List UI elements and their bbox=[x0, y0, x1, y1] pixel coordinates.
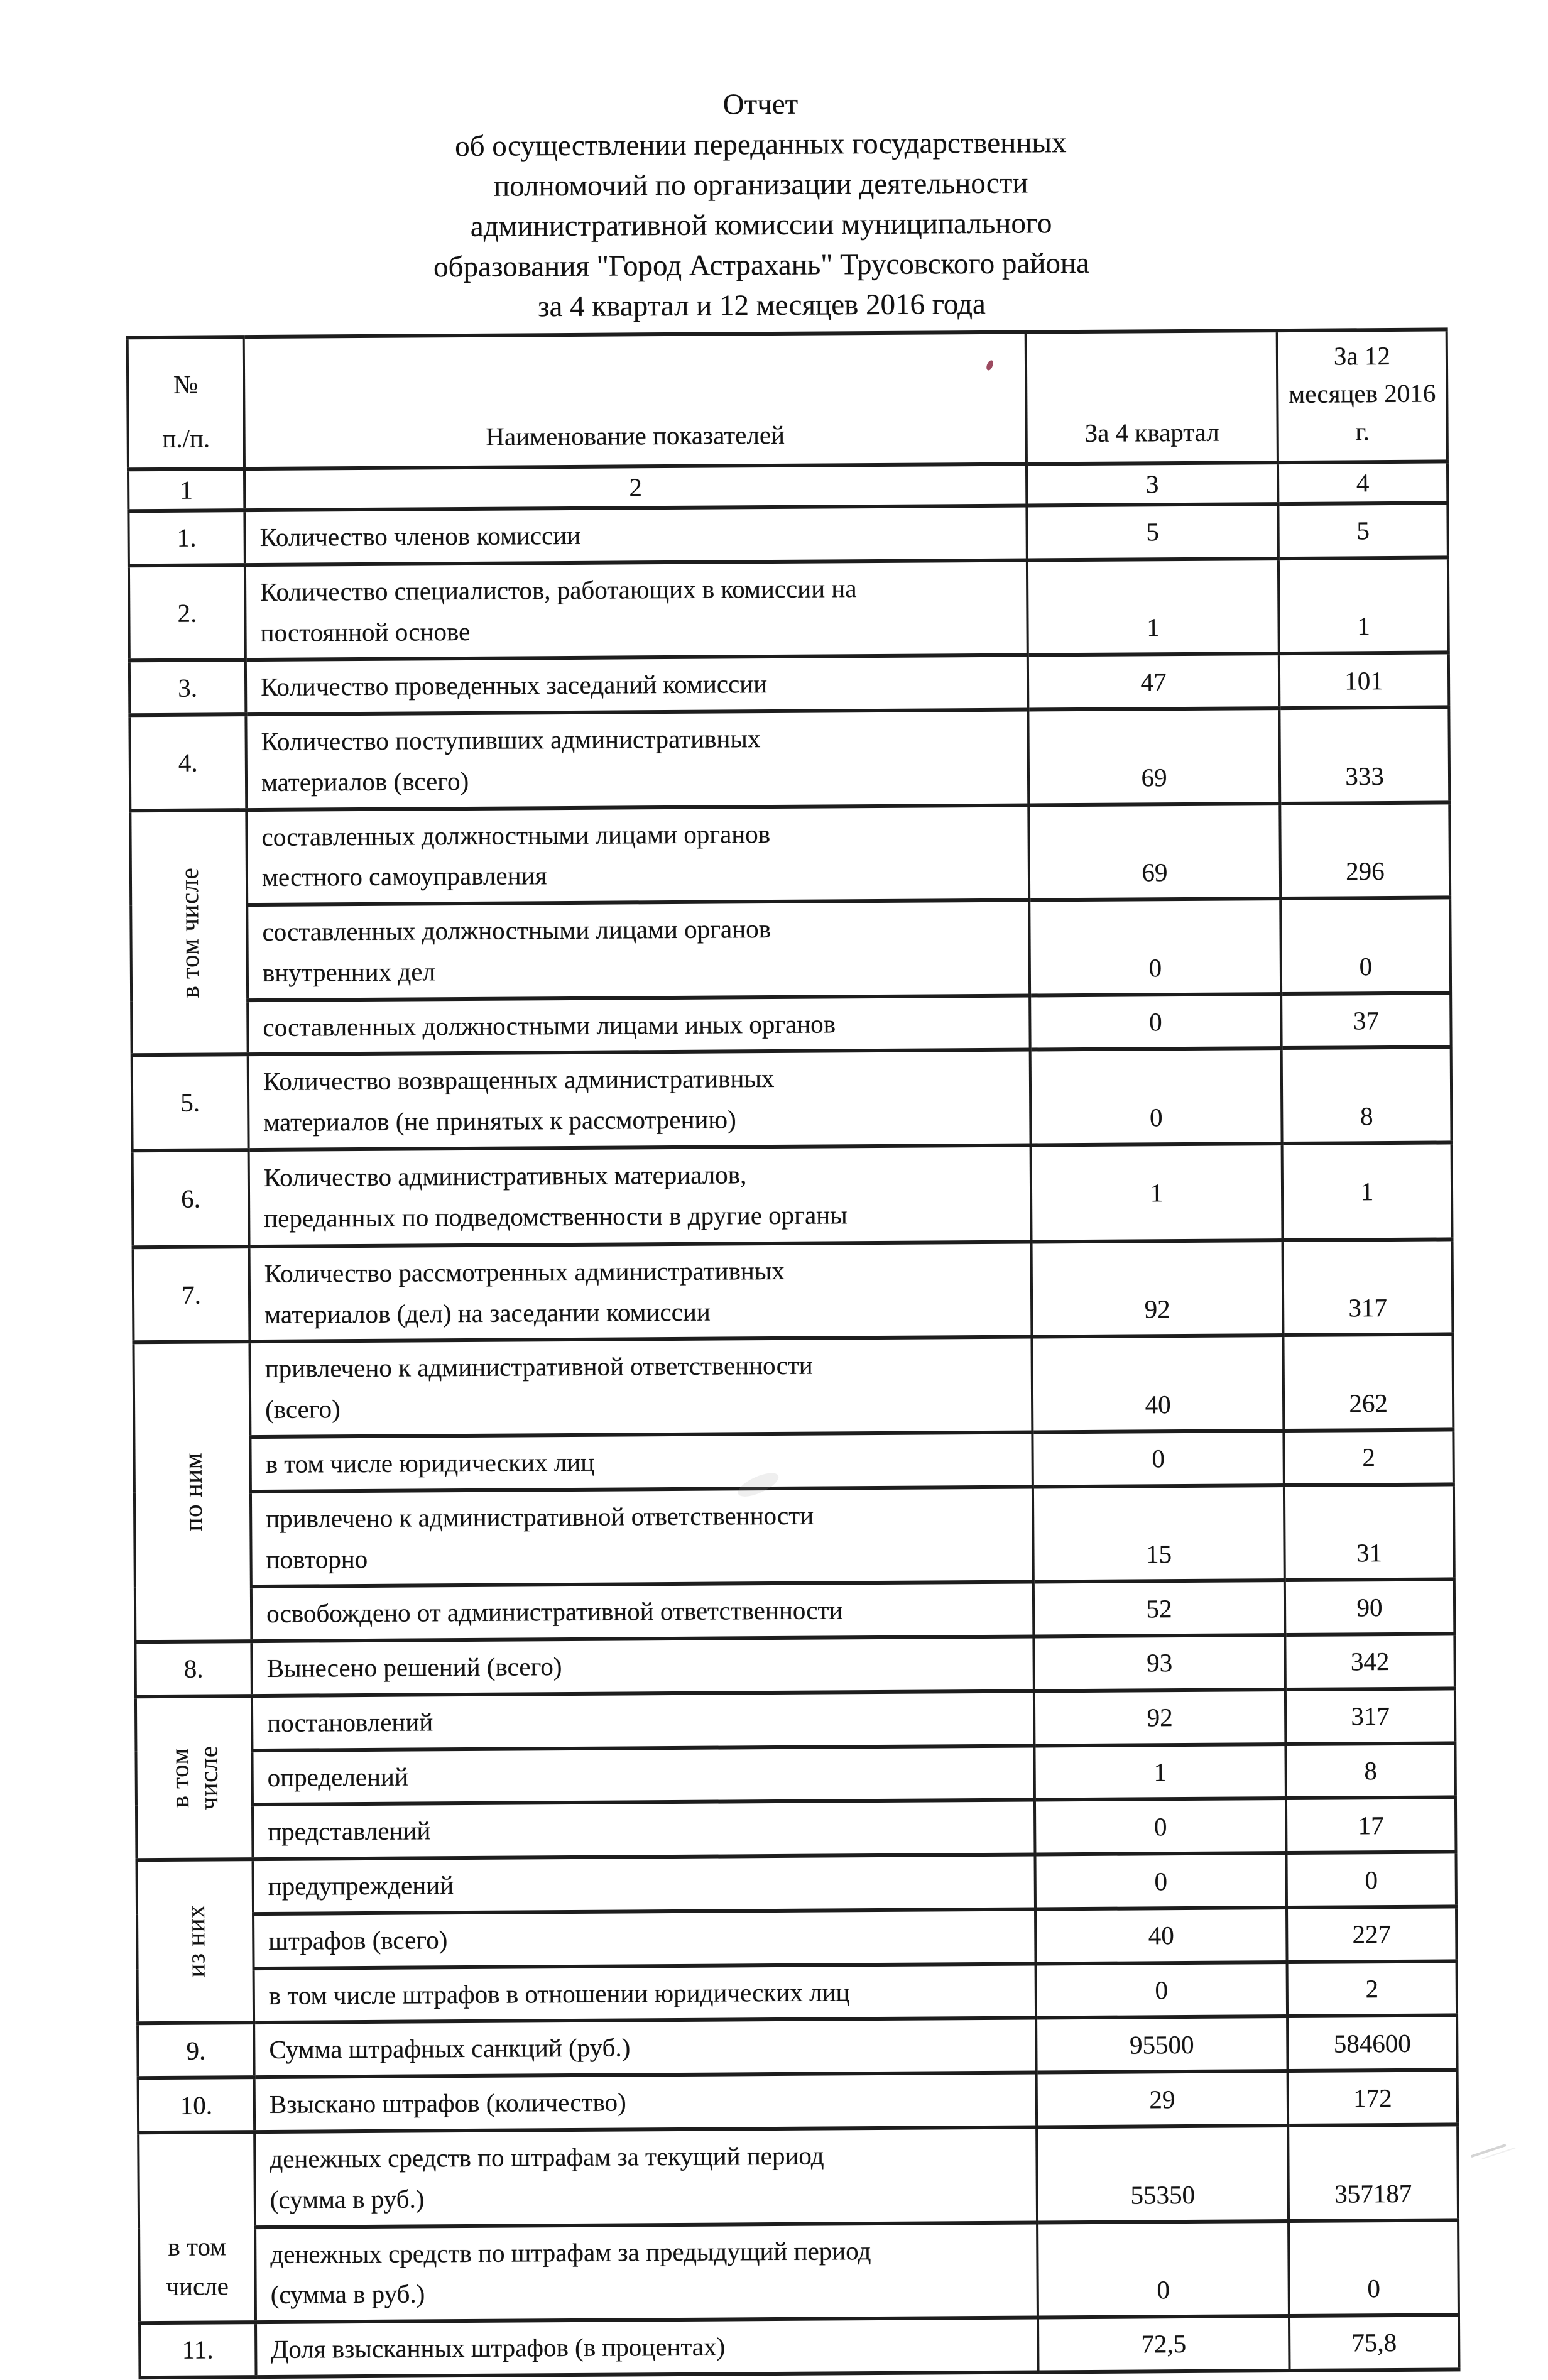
q4-value: 92 bbox=[1034, 1689, 1286, 1745]
row-number: 11. bbox=[139, 2322, 256, 2377]
y12-value: 37 bbox=[1281, 993, 1451, 1048]
q4-value: 69 bbox=[1028, 804, 1280, 900]
indicator-name: освобождено от административной ответственности bbox=[251, 1582, 1034, 1641]
group-label: в том числе bbox=[174, 867, 204, 998]
indicator-name: предупреждений bbox=[253, 1855, 1036, 1914]
y12-value: 8 bbox=[1282, 1047, 1452, 1144]
table-row bbox=[131, 898, 1451, 1001]
title-line: административной комиссии муниципального bbox=[470, 207, 1052, 243]
q4-value: 0 bbox=[1037, 2221, 1289, 2318]
group-cell-included-3 bbox=[138, 2132, 256, 2323]
y12-value: 1 bbox=[1282, 1142, 1453, 1240]
table-row bbox=[133, 1335, 1453, 1438]
table-row bbox=[133, 1142, 1453, 1247]
indicator-name: Количество поступивших административных материалов (всего) bbox=[246, 710, 1028, 810]
q4-value: 0 bbox=[1030, 994, 1282, 1050]
q4-value: 55350 bbox=[1037, 2126, 1289, 2222]
column-number: 4 bbox=[1278, 461, 1447, 504]
q4-value: 0 bbox=[1032, 1431, 1284, 1487]
title-line: об осуществлении переданных государственных bbox=[455, 126, 1067, 163]
group-label: в том bbox=[168, 2232, 227, 2261]
y12-value: 0 bbox=[1280, 898, 1451, 994]
indicator-name: Количество возвращенных административных материалов (не принятых к рассмотрению) bbox=[248, 1050, 1031, 1150]
table-row bbox=[137, 1906, 1456, 1969]
group-cell-included bbox=[130, 810, 248, 1056]
y12-value: 227 bbox=[1287, 1906, 1457, 1962]
y12-value: 0 bbox=[1286, 1852, 1456, 1908]
q4-value: 29 bbox=[1037, 2071, 1289, 2127]
row-number: 7. bbox=[133, 1247, 250, 1343]
indicator-name: составленных должностными лицами иных органов bbox=[248, 995, 1030, 1054]
header-number-sub: п./п. bbox=[162, 423, 210, 453]
header-cell-year: За 12 месяцев 2016 г. bbox=[1277, 329, 1447, 462]
row-number: 6. bbox=[133, 1150, 249, 1247]
y12-value: 101 bbox=[1279, 653, 1449, 708]
q4-value: 69 bbox=[1028, 708, 1280, 805]
y12-value: 0 bbox=[1289, 2220, 1459, 2316]
indicator-name: Сумма штрафных санкций (руб.) bbox=[254, 2018, 1037, 2077]
table-row bbox=[134, 1429, 1453, 1492]
group-cell-of-them bbox=[137, 1859, 254, 2023]
row-number: 10. bbox=[138, 2077, 255, 2132]
q4-value: 1 bbox=[1034, 1744, 1286, 1800]
indicator-name: определений bbox=[252, 1745, 1035, 1804]
indicator-name: денежных средств по штрафам за предыдущий период (сумма в руб.) bbox=[255, 2222, 1038, 2322]
row-number: 3. bbox=[129, 660, 246, 715]
q4-value: 5 bbox=[1027, 504, 1278, 560]
indicator-name: Количество рассмотренных административных материалов (дел) на заседании комиссии bbox=[249, 1242, 1032, 1341]
q4-value: 52 bbox=[1033, 1580, 1285, 1636]
header-number-sign: № bbox=[173, 369, 199, 399]
table-row bbox=[128, 503, 1447, 565]
title-line: полномочий по организации деятельности bbox=[493, 166, 1028, 203]
y12-value: 75,8 bbox=[1289, 2315, 1459, 2370]
table-row bbox=[138, 2070, 1458, 2133]
column-number: 3 bbox=[1027, 462, 1278, 505]
group-label: числе bbox=[166, 2271, 229, 2301]
table-row bbox=[139, 2220, 1459, 2323]
y12-value: 8 bbox=[1285, 1743, 1456, 1798]
report-table bbox=[126, 327, 1461, 2379]
q4-value: 0 bbox=[1030, 1048, 1282, 1145]
q4-value: 92 bbox=[1032, 1240, 1284, 1337]
table-row bbox=[136, 1688, 1455, 1751]
q4-value: 0 bbox=[1035, 1798, 1287, 1854]
q4-value: 93 bbox=[1033, 1635, 1285, 1691]
indicator-name: Вынесено решений (всего) bbox=[251, 1637, 1034, 1696]
indicator-name: денежных средств по штрафам за текущий период (сумма в руб.) bbox=[254, 2127, 1037, 2227]
table-row bbox=[137, 1852, 1456, 1915]
column-number: 2 bbox=[244, 464, 1027, 511]
q4-value: 0 bbox=[1035, 1853, 1287, 1909]
y12-value: 17 bbox=[1286, 1798, 1456, 1853]
group-cell-by-them bbox=[133, 1342, 251, 1642]
indicator-name: Доля взысканных штрафов (в процентах) bbox=[256, 2318, 1038, 2377]
y12-value: 317 bbox=[1283, 1239, 1453, 1335]
q4-value: 15 bbox=[1033, 1485, 1285, 1582]
document-title bbox=[0, 80, 1529, 330]
table-row bbox=[135, 1580, 1454, 1642]
table-row bbox=[129, 557, 1449, 660]
y12-value: 2 bbox=[1284, 1429, 1454, 1485]
indicator-name: представлений bbox=[253, 1800, 1035, 1859]
indicator-name: привлечено к административной ответственности (всего) bbox=[249, 1337, 1032, 1437]
table-row bbox=[132, 1047, 1452, 1150]
indicator-name: постановлений bbox=[252, 1691, 1035, 1750]
title-line: образования "Город Астрахань" Трусовского района bbox=[433, 246, 1090, 284]
header-row bbox=[128, 329, 1447, 469]
table-row bbox=[135, 1634, 1454, 1696]
q4-value: 1 bbox=[1031, 1144, 1283, 1242]
y12-value: 584600 bbox=[1287, 2016, 1458, 2071]
q4-value: 95500 bbox=[1036, 2016, 1288, 2072]
indicator-name: привлечено к административной ответственности повторно bbox=[251, 1487, 1033, 1586]
q4-value: 72,5 bbox=[1038, 2316, 1290, 2372]
y12-value: 90 bbox=[1285, 1580, 1455, 1635]
indicator-name: составленных должностными лицами органов местного самоуправления bbox=[246, 805, 1029, 905]
group-label: по ним bbox=[178, 1452, 207, 1532]
q4-value: 40 bbox=[1032, 1336, 1284, 1433]
header-cell-quarter: За 4 квартал bbox=[1026, 330, 1278, 464]
y12-value: 5 bbox=[1278, 503, 1448, 558]
table-row bbox=[130, 802, 1450, 905]
y12-value: 357187 bbox=[1288, 2124, 1458, 2220]
indicator-name: Количество проведенных заседаний комиссии bbox=[246, 655, 1028, 714]
header-cell-indicator: Наименование показателей bbox=[244, 332, 1027, 469]
q4-value: 1 bbox=[1027, 559, 1279, 655]
group-label: из них bbox=[180, 1904, 210, 1978]
row-number: 9. bbox=[138, 2023, 254, 2078]
row-number: 1. bbox=[128, 510, 245, 565]
scan-pencil-mark bbox=[1471, 2144, 1506, 2158]
q4-value: 0 bbox=[1029, 898, 1281, 995]
table-row bbox=[138, 1961, 1457, 2024]
y12-value: 333 bbox=[1279, 707, 1449, 803]
y12-value: 31 bbox=[1284, 1484, 1454, 1580]
row-number: 8. bbox=[135, 1641, 252, 1696]
q4-value: 40 bbox=[1035, 1908, 1287, 1963]
title-line: Отчет bbox=[722, 87, 799, 121]
indicator-name: Количество членов комиссии bbox=[244, 506, 1027, 565]
indicator-name: Количество специалистов, работающих в комиссии на постоянной основе bbox=[245, 560, 1028, 660]
row-number: 5. bbox=[132, 1055, 249, 1151]
table-row bbox=[136, 1743, 1455, 1806]
table-row bbox=[133, 1239, 1453, 1342]
table-row bbox=[136, 1798, 1456, 1860]
table-row bbox=[129, 653, 1449, 716]
header-cell-number bbox=[128, 337, 244, 469]
table-row bbox=[139, 2315, 1459, 2377]
table-row bbox=[131, 993, 1451, 1056]
indicator-name: составленных должностными лицами органов внутренних дел bbox=[247, 900, 1030, 1000]
table-row bbox=[134, 1484, 1454, 1587]
q4-value: 47 bbox=[1028, 653, 1280, 709]
y12-value: 262 bbox=[1283, 1335, 1453, 1431]
y12-value: 2 bbox=[1287, 1961, 1458, 2016]
column-number: 1 bbox=[128, 469, 244, 511]
indicator-name: в том числе штрафов в отношении юридических лиц bbox=[254, 1963, 1037, 2022]
y12-value: 172 bbox=[1288, 2070, 1458, 2126]
group-cell-included-2 bbox=[136, 1696, 253, 1860]
group-label: в том числе bbox=[165, 1745, 223, 1810]
y12-value: 317 bbox=[1285, 1688, 1456, 1744]
indicator-name: Взыскано штрафов (количество) bbox=[254, 2073, 1037, 2132]
table-row bbox=[138, 2124, 1458, 2227]
indicator-name: штрафов (всего) bbox=[253, 1909, 1036, 1968]
table-row bbox=[138, 2016, 1457, 2078]
y12-value: 342 bbox=[1285, 1634, 1455, 1689]
table-row bbox=[129, 707, 1449, 810]
title-line: за 4 квартал и 12 месяцев 2016 года bbox=[537, 287, 986, 324]
indicator-name: Количество административных материалов, переданных по подведомственности в другие органы bbox=[249, 1145, 1032, 1247]
row-number: 2. bbox=[129, 565, 246, 661]
y12-value: 296 bbox=[1280, 802, 1450, 898]
indicator-name: в том числе юридических лиц bbox=[250, 1433, 1033, 1492]
q4-value: 0 bbox=[1036, 1962, 1288, 2018]
row-number: 4. bbox=[129, 714, 246, 811]
y12-value: 1 bbox=[1278, 557, 1449, 653]
